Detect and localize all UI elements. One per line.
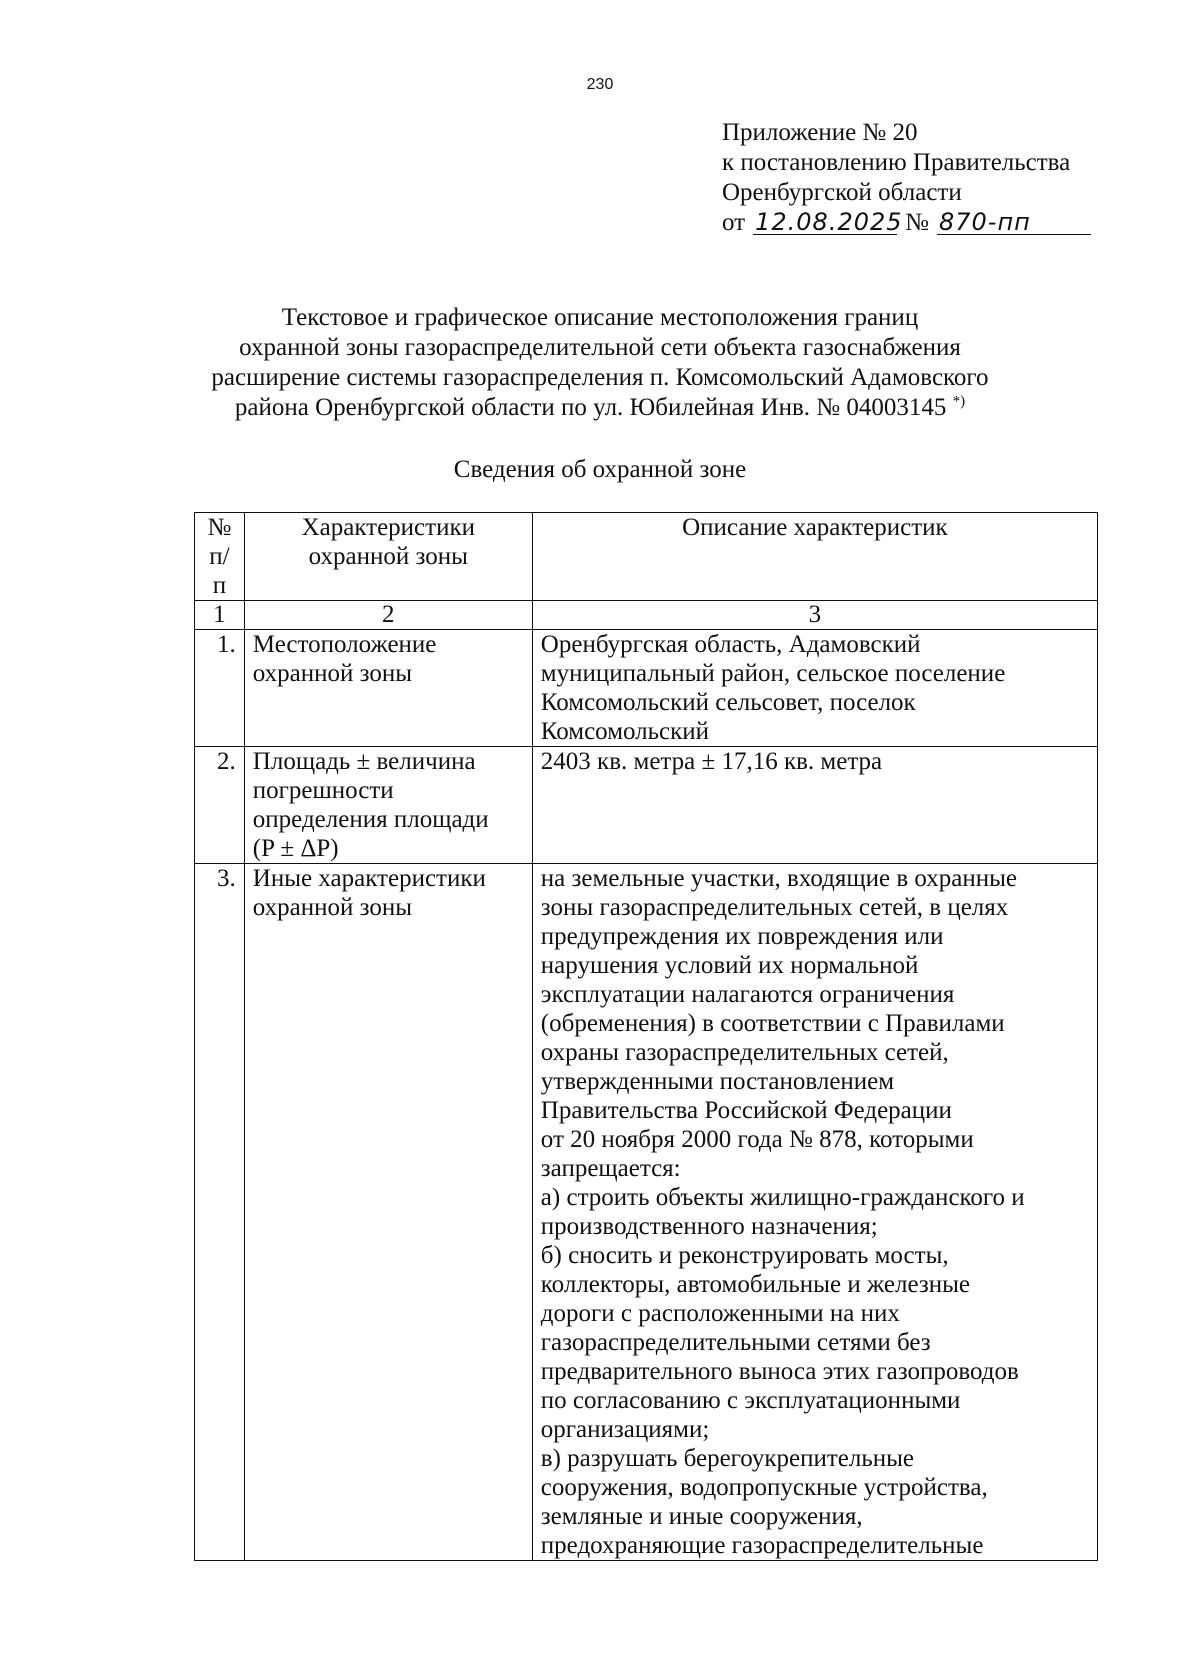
row-description: на земельные участки, входящие в охранные зоны газораспределительных сетей, в целях предупреждения их повреждения или нарушения условий их нормальной эксплуатации налагаются ограничения (обременения) в соответствии с Правилами охраны газораспределительных сетей, утвержденными постановлением Правительства Российской Федерации от 20 ноября 2000 года № 878, которыми запрещается: а) строить объекты жилищно-гражданского и производственного назначения; б) сносить и реконструировать мосты, коллекторы, автомобильные и железные дороги с расположенными на них газораспределительными сетями без предварительного выноса этих газопроводов по согласованию с эксплуатационными организациями; в) разрушать берегоукрепительные сооружения, водопропускные устройства, земляные и иные сооружения, предохраняющие газораспределительные (532, 864, 1097, 1561)
table-row (195, 630, 1098, 747)
from-label: от (722, 209, 746, 236)
protection-zone-table (194, 512, 1098, 1561)
row-characteristic: Местоположение охранной зоны (244, 630, 532, 747)
row-description: 2403 кв. метра ± 17,16 кв. метра (532, 747, 1097, 864)
handwritten-number: 870-пп (937, 210, 1091, 235)
footnote-mark: *) (952, 393, 966, 410)
column-number-2: 2 (244, 601, 532, 630)
table-header-row (195, 513, 1098, 601)
appendix-header (722, 118, 1091, 238)
page-number: 230 (586, 76, 614, 93)
section-title: Сведения об охранной зоне (453, 456, 747, 483)
appendix-line-1: Приложение № 20 (722, 119, 918, 146)
table-row (195, 747, 1098, 864)
header-characteristics: Характеристики охранной зоны (244, 513, 532, 601)
header-description: Описание характеристик (532, 513, 1097, 601)
appendix-line-4 (722, 208, 1091, 238)
appendix-line-3: Оренбургской области (722, 179, 962, 206)
title-line-4-text: района Оренбургской области по ул. Юбилейная Инв. № 04003145 (234, 394, 947, 421)
title-line-2: охранной зоны газораспределительной сети объекта газоснабжения (239, 334, 961, 361)
row-characteristic: Площадь ± величина погрешности определения площади (P ± ΔP) (244, 747, 532, 864)
title-line-4 (150, 393, 1050, 423)
handwritten-date: 12.08.2025 (755, 208, 903, 236)
appendix-line-2: к постановлению Правительства (722, 149, 1071, 176)
column-number-3: 3 (532, 601, 1097, 630)
row-number: 1. (195, 630, 245, 747)
number-label: № (905, 209, 929, 236)
column-number-1: 1 (195, 601, 245, 630)
document-title (150, 303, 1050, 423)
row-characteristic: Иные характеристики охранной зоны (244, 864, 532, 1561)
column-number-row (195, 601, 1098, 630)
table-row (195, 864, 1098, 1561)
row-number: 3. (195, 864, 245, 1561)
row-number: 2. (195, 747, 245, 864)
row-description: Оренбургская область, Адамовский муниципальный район, сельское поселение Комсомольский сельсовет, поселок Комсомольский (532, 630, 1097, 747)
title-line-1: Текстовое и графическое описание местоположения границ (281, 304, 919, 331)
title-line-3: расширение системы газораспределения п. Комсомольский Адамовского (211, 364, 989, 391)
header-number: № п/п (195, 513, 245, 601)
